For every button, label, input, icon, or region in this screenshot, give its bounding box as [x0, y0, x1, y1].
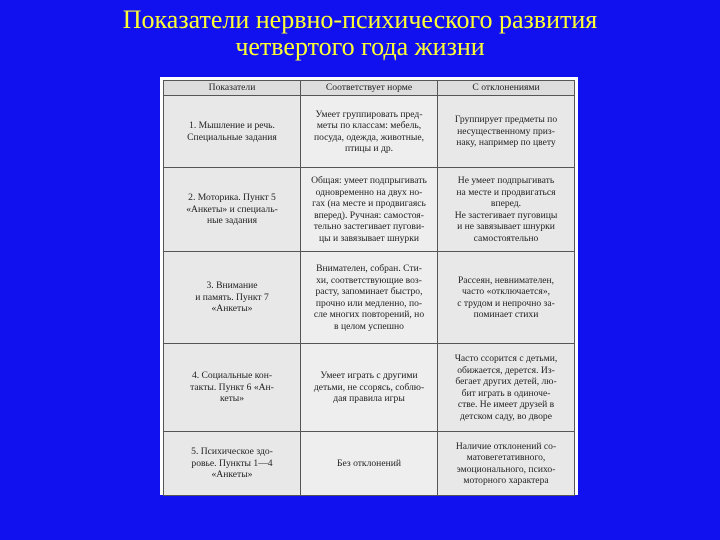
cell-text-line: стве. Не имеет друзей в [457, 399, 555, 410]
cell-text-line: детьми, не ссорясь, соблю- [313, 381, 425, 393]
deviation-cell [438, 168, 575, 252]
cell-text-line: Внимателен, собран. Сти- [316, 263, 422, 274]
cell-text-line: моторного характера [463, 475, 549, 486]
deviation-cell [438, 432, 575, 496]
cell-text-line: ные задания [206, 215, 258, 227]
cell-text-line: на месте и продвигаться [456, 186, 556, 198]
cell-text-line: Умеет группировать пред- [315, 108, 423, 120]
indicator-cell [164, 96, 301, 168]
deviation-cell [438, 344, 575, 432]
cell-text-line: детском саду, во дворе [460, 410, 552, 422]
table-row [164, 432, 575, 496]
cell-text-line: вперед). Ручная: самостоя- [314, 209, 424, 221]
deviation-cell [438, 96, 575, 168]
cell-text-line: Наличие отклонений со- [455, 440, 557, 452]
slide-title-line-2: четвертого года жизни [235, 32, 485, 61]
norm-cell [301, 96, 438, 168]
cell-text-line: Не умеет подпрыгивать [457, 175, 555, 186]
cell-text-line: эмоционального, психо- [456, 463, 556, 475]
cell-text-line: поминает стихи [473, 309, 539, 320]
norm-cell [301, 252, 438, 344]
cell-text-line: 3. Внимание [206, 280, 258, 292]
development-table-image [160, 77, 578, 495]
cell-text-line: матовегетативного, [466, 452, 546, 463]
cell-text-line: меты по классам: мебель, [316, 120, 422, 131]
cell-text-line: такты. Пункт 6 «Ан- [190, 381, 274, 393]
indicator-cell [164, 168, 301, 252]
cell-text-line: Не застегивает пуговицы [454, 209, 558, 221]
cell-text-line: тельно застегивает пугови- [313, 221, 425, 232]
cell-text-line: Специальные задания [187, 131, 277, 143]
cell-text-line: и память. Пункт 7 [195, 291, 269, 303]
header-norm: Соответствует норме [301, 81, 438, 96]
indicator-cell [164, 252, 301, 344]
cell-text-line: вперед. [490, 198, 522, 209]
cell-text-line: и не завязывает шнурки [457, 221, 555, 232]
cell-text-line: птицы и др. [344, 143, 394, 154]
cell-text-line: бит играть в одиноче- [461, 387, 551, 399]
cell-text-line: Без отклонений [337, 457, 401, 469]
table-row [164, 252, 575, 344]
cell-text-line: гах (на месте и продвигаясь [312, 198, 426, 209]
indicator-cell [164, 432, 301, 496]
cell-text-line: Рассеян, невнимателен, [457, 274, 555, 286]
cell-text-line: дая правила игры [333, 393, 405, 405]
cell-text-line: прочно или медленно, по- [315, 297, 423, 309]
cell-text-line: наку, например по цвету [456, 137, 556, 149]
cell-text-line: 2. Моторика. Пункт 5 [188, 192, 276, 204]
table-row [164, 168, 575, 252]
table-row [164, 344, 575, 432]
norm-cell [301, 344, 438, 432]
table-header-row [164, 81, 575, 96]
cell-text-line: бегает других детей, лю- [455, 376, 557, 387]
cell-text-line: в целом успешно [334, 320, 404, 332]
slide-title [0, 6, 720, 60]
cell-text-line: часто «отключается», [461, 286, 551, 297]
cell-text-line: посуда, одежда, животные, [314, 131, 424, 143]
norm-cell [301, 168, 438, 252]
cell-text-line: сле многих повторений, но [313, 309, 425, 320]
cell-text-line: расту, запоминает быстро, [315, 286, 423, 297]
development-table [163, 80, 575, 496]
cell-text-line: «Анкеты» [211, 469, 253, 481]
cell-text-line: «Анкеты» [211, 303, 253, 315]
cell-text-line: Общая: умеет подпрыгивать [311, 175, 427, 186]
deviation-cell [438, 252, 575, 344]
norm-cell [301, 432, 438, 496]
cell-text-line: с трудом и непрочно за- [457, 297, 555, 309]
cell-text-line: обижается, дерется. Из- [457, 364, 555, 376]
table-row [164, 96, 575, 168]
cell-text-line: Часто ссорится с детьми, [454, 353, 558, 364]
indicator-cell [164, 344, 301, 432]
header-deviations: С отклонениями [438, 81, 575, 96]
cell-text-line: Умеет играть с другими [320, 370, 418, 382]
cell-text-line: ровье. Пункты 1—4 [191, 457, 273, 469]
cell-text-line: одновременно на двух но- [315, 186, 423, 198]
cell-text-line: 4. Социальные кон- [191, 370, 273, 382]
cell-text-line: несущественному приз- [457, 125, 555, 137]
cell-text-line: 5. Психическое здо- [191, 446, 273, 458]
cell-text-line: кеты» [219, 393, 245, 405]
slide-title-line-1: Показатели нервно-психического развития [122, 5, 598, 34]
cell-text-line: Группирует предметы по [454, 114, 558, 126]
cell-text-line: 1. Мышление и речь. [189, 120, 275, 131]
cell-text-line: «Анкеты» и специаль- [186, 203, 278, 215]
cell-text-line: самостоятельно [473, 232, 539, 244]
cell-text-line: хи, соответствующие воз- [316, 274, 422, 286]
header-indicators: Показатели [164, 81, 301, 96]
cell-text-line: цы и завязывает шнурки [318, 232, 420, 244]
